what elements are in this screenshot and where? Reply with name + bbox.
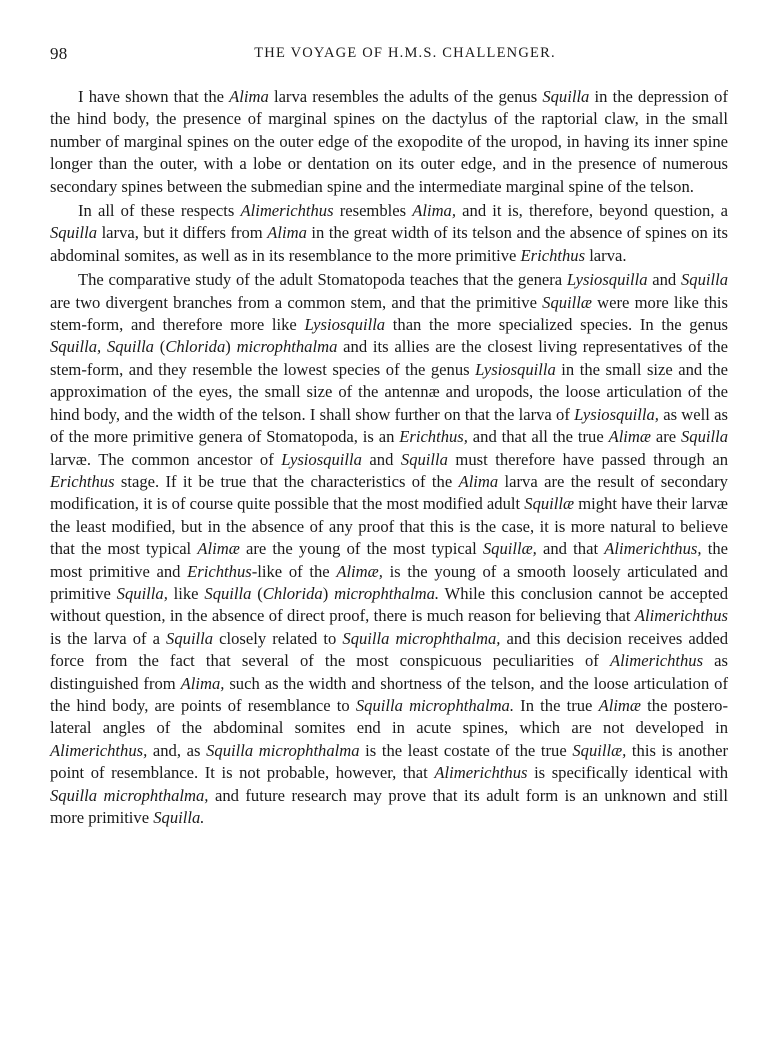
text-run: are the young of the most typical — [239, 539, 483, 559]
text-run: larva, but it differs from — [97, 223, 268, 243]
text-run: in the depression of the hind body, the presence of marginal spines on the dactylus of the raptorial claw, in the small number of marginal spines on the outer edge of the exopodite of the uropod, in having its inner spine longer than the outer, with a lobe or dentation on its outer edge, and in the presence of numerous secondary spines between the submedian spine and the intermediate marginal spine of the telson. — [50, 87, 728, 196]
text-run: While this conclusion cannot be accepted without question, in the absence of direct proof, there is much reason for believing that — [50, 583, 728, 626]
italic-term: Alimerichthus — [634, 606, 728, 626]
text-run: The comparative study of the adult Stomatopoda teaches that the genera — [78, 270, 567, 290]
italic-term: Squilla, — [116, 583, 168, 603]
italic-term: Squilla — [50, 223, 98, 243]
text-run: like — [167, 583, 205, 603]
italic-term: Squillæ, — [482, 539, 537, 559]
italic-term: Alima, — [412, 201, 457, 221]
paragraph-1 — [50, 86, 728, 198]
italic-term: Lysiosquilla, — [574, 404, 659, 424]
text-run: resembles — [333, 201, 413, 221]
italic-term: Squilla microphthalma, — [342, 628, 501, 648]
body-text — [50, 86, 728, 829]
text-run: and this decision receives added force from the fact that several of the most conspicuous peculiarities of — [50, 628, 728, 671]
italic-term: Alima — [267, 223, 307, 243]
italic-term: Chlorida — [262, 583, 323, 603]
page-number: 98 — [50, 44, 68, 63]
italic-term: Alimæ — [197, 539, 240, 559]
text-run: and that — [536, 539, 605, 559]
text-run: in the great width of its telson and the absence of spines on its abdominal somites, as well as in its resemblance to the more primitive — [50, 223, 728, 265]
text-run: ) — [225, 337, 237, 357]
italic-term: Alima — [229, 87, 269, 106]
text-run: is the larva of a — [50, 628, 167, 648]
running-title: THE VOYAGE OF H.M.S. CHALLENGER. — [254, 45, 556, 61]
italic-term: Erichthus — [187, 561, 252, 581]
italic-term: Squilla — [680, 270, 728, 290]
italic-term: Alimerichthus — [240, 201, 334, 221]
italic-term: Lysiosquilla — [566, 270, 648, 290]
italic-term: Lysiosquilla — [281, 449, 362, 469]
text-run: and — [647, 270, 681, 290]
italic-term: Squilla — [400, 449, 448, 469]
italic-term: Squillæ — [524, 494, 575, 514]
text-run: is the young of a smooth loosely articulated and primitive — [50, 561, 728, 603]
text-run: than the more specialized species. In the genus — [385, 315, 728, 335]
text-run: this is another point of resemblance. It is not probable, however, that — [50, 740, 729, 783]
text-run: In all of these respects — [78, 201, 241, 221]
paragraph-3 — [50, 269, 728, 829]
text-run: stage. If it be true that the characteristics of the — [114, 471, 459, 491]
text-run: as well as of the more primitive genera of Stomatopoda, is an — [50, 404, 728, 447]
italic-term: Alimæ — [598, 695, 641, 715]
text-run: the most primitive and — [50, 539, 728, 581]
text-run: ( — [251, 583, 263, 603]
running-head — [50, 44, 730, 68]
italic-term: Squilla microphthalma — [206, 740, 360, 760]
text-run: and it is, therefore, beyond question, a — [456, 201, 728, 221]
italic-term: Squilla, Squilla — [50, 337, 154, 357]
text-run: and future research may prove that its adult form is an unknown and still more primitive — [50, 785, 728, 827]
text-run: might have their larvæ the least modified, but in the absence of any proof that this is the case, it is more natural to believe that the most typical — [50, 494, 728, 559]
text-run: and — [361, 449, 401, 469]
italic-term: Chlorida — [165, 337, 226, 357]
text-run: such as the width and shortness of the telson, and the loose articulation of the hind body, are points of resemblance to — [50, 673, 728, 715]
text-run: larva resembles the adults of the genus — [268, 87, 543, 106]
italic-term: Squillæ, — [572, 740, 627, 760]
text-run: and its allies are the closest living representatives of the stem-form, and they resemble the lowest species of the genus — [50, 337, 728, 379]
italic-term: Squilla — [680, 427, 728, 447]
italic-term: Alima — [458, 471, 499, 491]
text-run: In the true — [514, 695, 599, 715]
italic-term: Alima, — [180, 673, 225, 693]
text-run: as distinguished from — [50, 651, 728, 693]
text-run: larva. — [585, 245, 627, 265]
text-run: and that all the true — [467, 427, 609, 447]
italic-term: Lysiosquilla — [304, 315, 386, 335]
italic-term: microphthalma. — [334, 583, 440, 603]
italic-term: Alimerichthus — [609, 651, 704, 671]
text-run: the postero-lateral angles of the abdominal somites end in acute spines, which are not developed in — [50, 695, 728, 738]
italic-term: Alimæ, — [336, 561, 383, 581]
text-run: in the small size and the approximation of the eyes, the small size of the antennæ and uropods, the loose articulation of the hind body, and the width of the telson. I shall show further on that the larva of — [50, 359, 728, 424]
italic-term: Alimæ — [608, 427, 651, 447]
text-run: I have shown that the — [78, 87, 230, 106]
italic-term: Squilla — [166, 628, 214, 648]
text-run: larvæ. The common ancestor of — [50, 449, 282, 469]
italic-term: Erichthus — [50, 471, 115, 491]
italic-term: Erichthus, — [399, 427, 468, 447]
italic-term: Alimerichthus, — [604, 539, 702, 559]
italic-term: Squilla microphthalma. — [355, 695, 514, 715]
text-run: ) — [322, 583, 335, 603]
text-run: and, as — [147, 740, 207, 760]
text-run: is the least costate of the true — [359, 740, 573, 760]
italic-term: Alimerichthus — [434, 763, 528, 783]
text-run: closely related to — [213, 628, 343, 648]
italic-term: microphthalma — [236, 337, 338, 357]
italic-term: Lysiosquilla — [475, 359, 556, 379]
italic-term: Squillæ — [542, 292, 592, 312]
text-run: ( — [153, 337, 166, 357]
text-run: larva are the result of secondary modification, it is of course quite possible that the most modified adult — [50, 471, 728, 514]
paragraph-2 — [50, 200, 728, 267]
text-run: is specifically identical with — [527, 763, 728, 783]
text-run: are two divergent branches from a common stem, and that the primitive — [50, 292, 543, 312]
italic-term: Squilla. — [153, 808, 205, 827]
italic-term: Alimerichthus, — [50, 740, 148, 760]
text-run: must therefore have passed through an — [447, 449, 728, 469]
text-run: are — [650, 427, 681, 447]
text-run: -like of the — [251, 561, 337, 581]
italic-term: Squilla microphthalma, — [50, 785, 209, 805]
text-run: were more like this stem-form, and therefore more like — [50, 292, 728, 335]
italic-term: Erichthus — [520, 245, 586, 265]
italic-term: Squilla — [542, 87, 590, 106]
italic-term: Squilla — [204, 583, 252, 603]
